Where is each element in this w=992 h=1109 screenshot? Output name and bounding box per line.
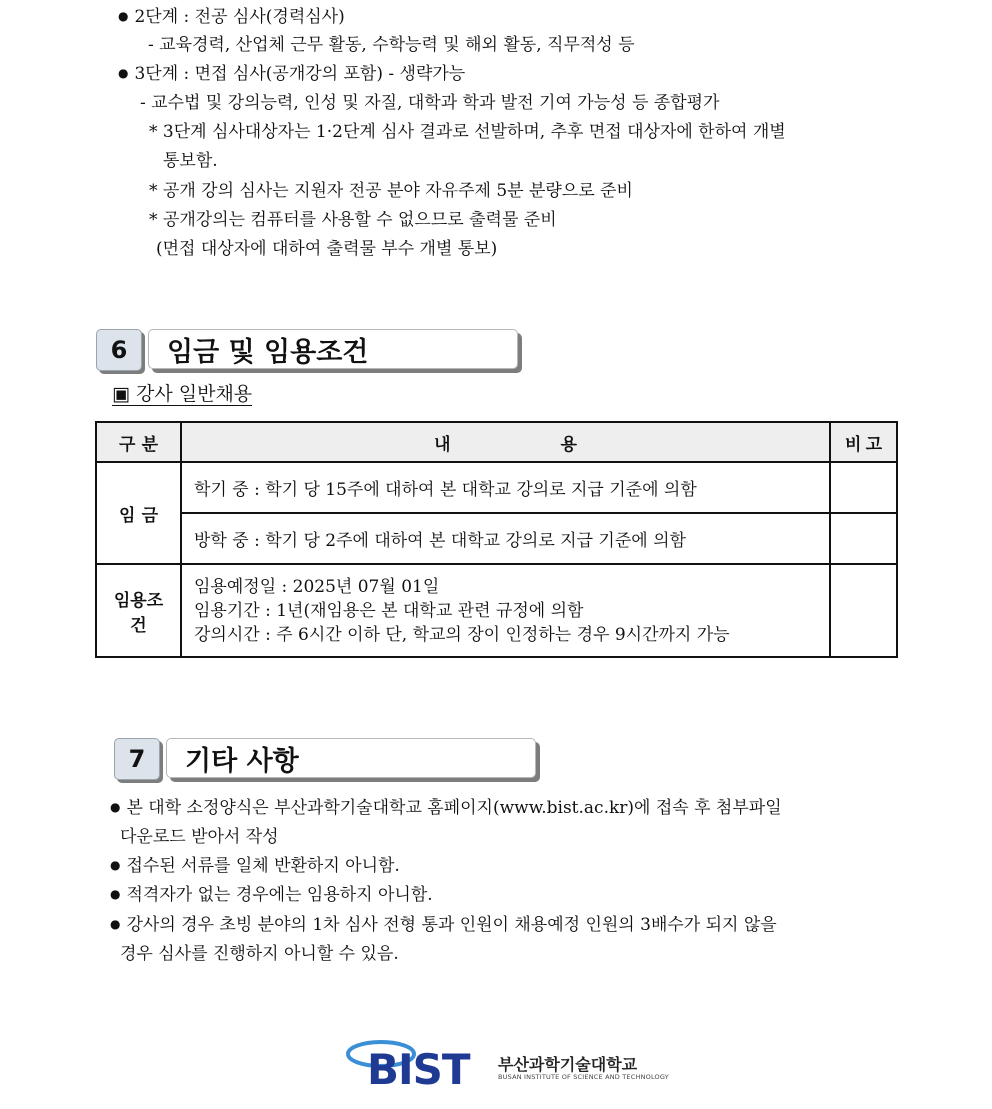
terms-note (830, 564, 897, 657)
university-name-kr: 부산과학기술대학교 (498, 1055, 638, 1074)
terms-hours: 강의시간 : 주 6시간 이하 단, 학교의 장이 인정하는 경우 9시간까지 가능 (194, 624, 730, 645)
note-printout-notice: (면접 대상자에 대하여 출력물 부수 개별 통보) (156, 239, 498, 259)
stage3-item: ● 3단계 : 면접 심사(공개강의 포함) - 생략가능 (118, 59, 465, 84)
terms-period: 임용기간 : 1년(재임용은 본 대학교 관련 규정에 의함 (194, 600, 584, 621)
university-name-en: BUSAN INSTITUTE OF SCIENCE AND TECHNOLOGY (498, 1073, 669, 1081)
section6-number: 6 (96, 329, 142, 371)
wage-table (95, 421, 898, 658)
wage-vacation-cell: 방학 중 : 학기 당 2주에 대하여 본 대학교 강의로 지급 기준에 의함 (181, 513, 830, 564)
terms-date: 임용예정일 : 2025년 07월 01일 (194, 576, 440, 597)
section6-subtitle: ▣ 강사 일반채용 (112, 383, 253, 405)
stage2-detail: - 교육경력, 산업체 근무 활동, 수학능력 및 해외 활동, 직무적성 등 (148, 35, 635, 55)
stage2-item: ● 2단계 : 전공 심사(경력심사) (118, 2, 345, 27)
table-row (96, 462, 897, 513)
bist-logo: BIST (367, 1045, 470, 1094)
table-header-row (96, 422, 897, 462)
stage3-detail: - 교수법 및 강의능력, 인성 및 자질, 대학과 학과 발전 기여 가능성 등 종합평가 (140, 93, 720, 113)
wage-semester-note (830, 462, 897, 513)
terms-label: 임용조건 (96, 564, 181, 657)
misc-item-lecturer: ● 강사의 경우 초빙 분야의 1차 심사 전형 통과 인원이 채용예정 인원의 3배수가 되지 않을 (110, 910, 777, 935)
header-category: 구 분 (96, 422, 181, 462)
note-open-lecture: * 공개 강의 심사는 지원자 전공 분야 자유주제 5분 분량으로 준비 (149, 181, 633, 201)
section6-title: 임금 및 임용조건 (148, 329, 518, 369)
wage-semester-cell: 학기 중 : 학기 당 15주에 대하여 본 대학교 강의로 지급 기준에 의함 (181, 462, 830, 513)
section7-title: 기타 사항 (166, 738, 536, 778)
section7-number: 7 (114, 738, 160, 780)
wage-label: 임 금 (96, 462, 181, 564)
note-printout: * 공개강의는 컴퓨터를 사용할 수 없으므로 출력물 준비 (149, 210, 557, 230)
misc-item-lecturer-cont: 경우 심사를 진행하지 아니할 수 있음. (120, 944, 399, 964)
note-stage3-selection-cont: 통보함. (163, 151, 218, 171)
header-note: 비 고 (830, 422, 897, 462)
misc-item-documents: ● 접수된 서류를 일체 반환하지 아니함. (110, 851, 400, 876)
misc-item-no-qualified: ● 적격자가 없는 경우에는 임용하지 아니함. (110, 880, 433, 905)
section6-header (96, 329, 526, 375)
terms-cell (181, 564, 830, 657)
wage-vacation-note (830, 513, 897, 564)
square-mark-icon: ▣ (112, 383, 130, 405)
misc-item-form-cont: 다운로드 받아서 작성 (120, 827, 279, 847)
misc-item-form: ● 본 대학 소정양식은 부산과학기술대학교 홈페이지(www.bist.ac.kr)에 접속 후 첨부파일 (110, 793, 782, 818)
table-row (96, 564, 897, 657)
section7-header (114, 738, 544, 784)
header-content: 내 용 (181, 422, 830, 462)
note-stage3-selection: * 3단계 심사대상자는 1·2단계 심사 결과로 선발하며, 추후 면접 대상자에 한하여 개별 (149, 122, 786, 142)
table-row (96, 513, 897, 564)
